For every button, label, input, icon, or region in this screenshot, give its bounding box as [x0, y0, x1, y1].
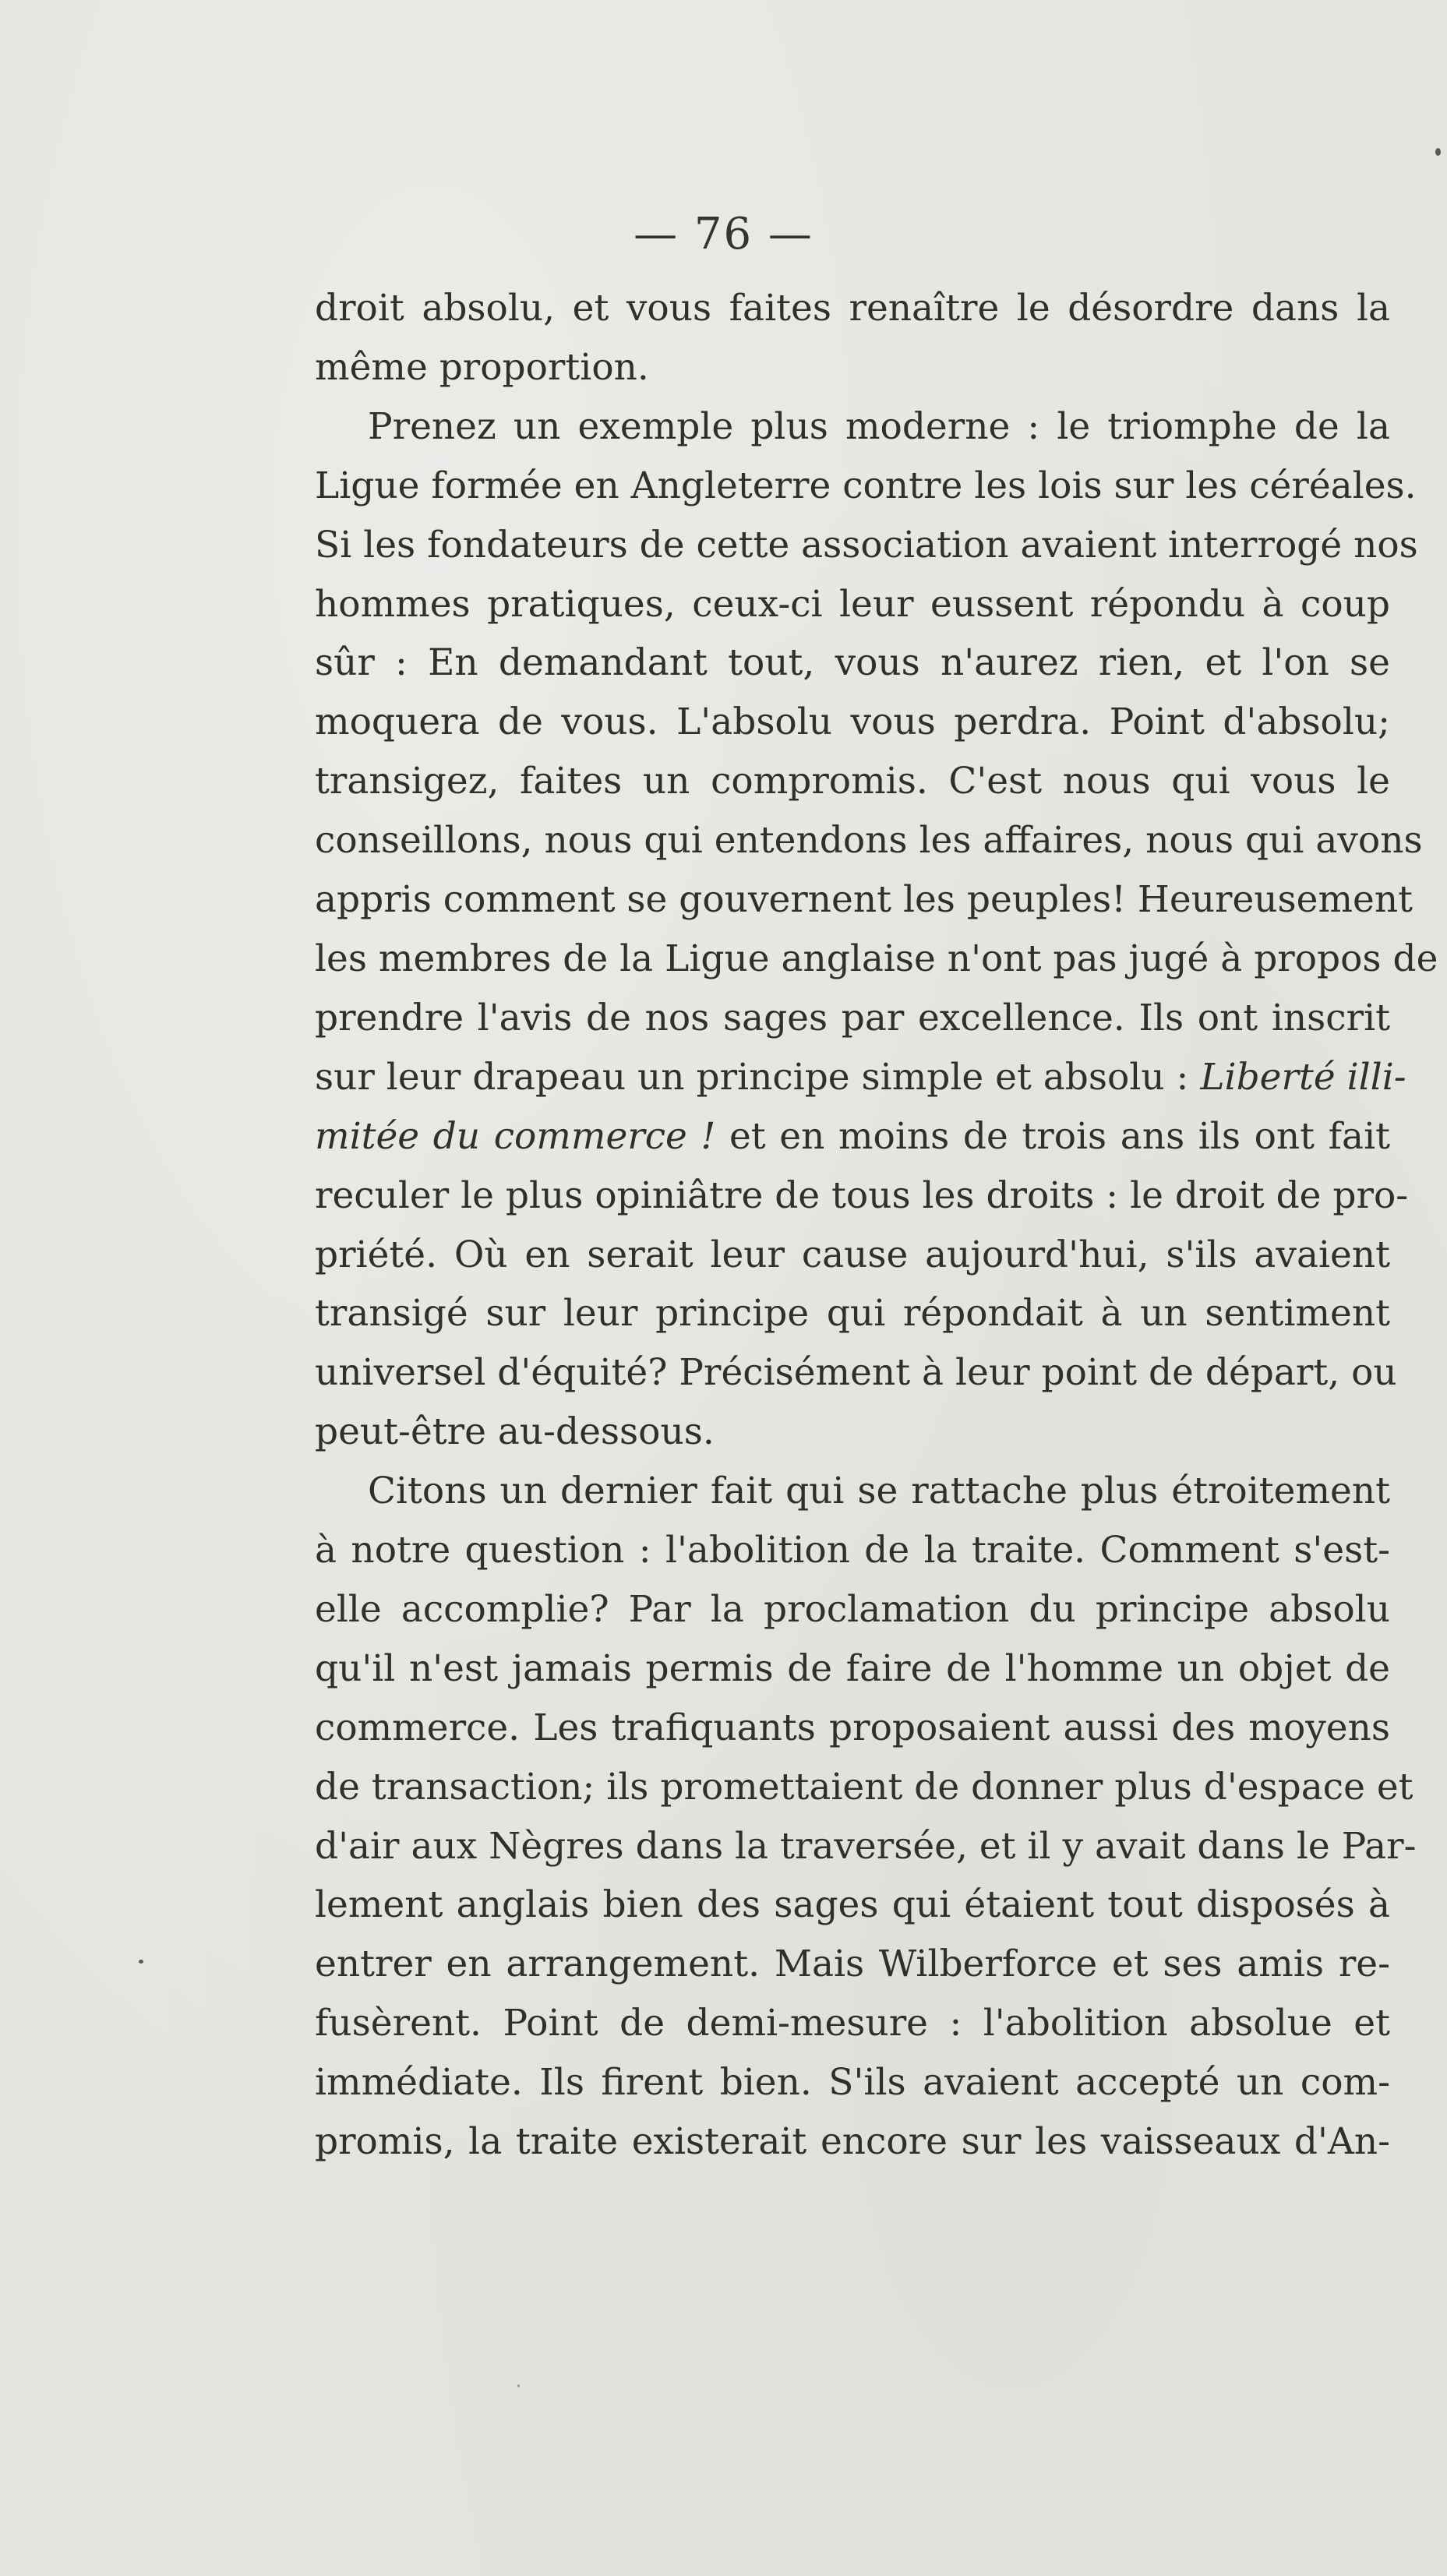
line-text: de transaction; ils promettaient de donner plus d'espace et [315, 1765, 1413, 1808]
line-text: lement anglais bien des sages qui étaient tout disposés à [315, 1883, 1390, 1927]
text-line [315, 338, 1390, 397]
text-line [315, 279, 1390, 338]
text-line [315, 2112, 1390, 2172]
paragraph [315, 397, 1438, 1462]
line-text: et en moins de trois ans ils ont fait [715, 1114, 1390, 1158]
text-line [315, 1107, 1390, 1166]
line-text: appris comment se gouvernent les peuples! Heureusement [315, 878, 1413, 922]
line-text: les membres de la Ligue anglaise n'ont pas jugé à propos de [315, 937, 1438, 980]
line-text: commerce. Les trafiquants proposaient aussi des moyens [315, 1706, 1390, 1749]
text-line [315, 1343, 1397, 1403]
line-text: même proportion. [315, 345, 649, 389]
line-text: moquera de vous. L'absolu vous perdra. Point d'absolu; [315, 700, 1390, 744]
line-text: sûr : En demandant tout, vous n'aurez rien, et l'on se [315, 641, 1390, 685]
line-text: peut-être au-dessous. [315, 1410, 715, 1454]
text-line [315, 1403, 1390, 1462]
line-text: sur leur drapeau un principe simple et absolu : [315, 1055, 1201, 1099]
text-line [315, 633, 1390, 693]
text-line [315, 870, 1413, 930]
text-line [315, 575, 1390, 634]
paragraph [315, 1462, 1417, 2172]
line-text: d'air aux Nègres dans la traversée, et il y avait dans le Par- [315, 1824, 1417, 1868]
line-text: transigé sur leur principe qui répondait à un sentiment [315, 1292, 1390, 1336]
paper-speck [1435, 148, 1441, 156]
paragraph [315, 279, 1390, 397]
line-text: conseillons, nous qui entendons les affaires, nous qui avons [315, 819, 1423, 863]
text-line [315, 397, 1390, 457]
italic-text: mitée du commerce ! [315, 1114, 716, 1158]
text-line [315, 1284, 1390, 1343]
text-line [315, 1699, 1390, 1758]
line-text: immédiate. Ils firent bien. S'ils avaient accepté un com- [315, 2061, 1390, 2105]
paper-speck [139, 1960, 143, 1964]
text-line [315, 693, 1390, 752]
line-text: reculer le plus opiniâtre de tous les droits : le droit de pro- [315, 1173, 1409, 1217]
text-line [315, 1935, 1390, 1994]
italic-text: Liberté illi- [1200, 1055, 1406, 1099]
text-line [315, 2053, 1390, 2112]
line-text: universel d'équité? Précisément à leur point de départ, ou [315, 1351, 1397, 1395]
page-number: — 76 — [634, 209, 813, 259]
text-line [315, 1462, 1390, 1521]
text-line [315, 457, 1417, 516]
text-line [315, 811, 1423, 870]
line-text: promis, la traite existerait encore sur les vaisseaux d'An- [315, 2120, 1390, 2164]
line-text: fusèrent. Point de demi-mesure : l'abolition absolue et [315, 2002, 1390, 2045]
text-line [315, 1758, 1413, 1817]
text-line [315, 516, 1418, 575]
line-text: elle accomplie? Par la proclamation du principe absolu [315, 1587, 1390, 1631]
line-text: hommes pratiques, ceux-ci leur eussent répondu à coup [315, 582, 1390, 626]
line-text: entrer en arrangement. Mais Wilberforce et ses amis re- [315, 1943, 1390, 1986]
paper-speck [517, 2384, 520, 2387]
line-text: qu'il n'est jamais permis de faire de l'homme un objet de [315, 1646, 1390, 1690]
text-line [315, 752, 1390, 811]
text-line [315, 1580, 1390, 1639]
text-line [315, 1166, 1409, 1226]
line-text: prendre l'avis de nos sages par excellence. Ils ont inscrit [315, 996, 1390, 1039]
text-line [315, 1048, 1406, 1107]
line-text: transigez, faites un compromis. C'est nous qui vous le [315, 760, 1390, 803]
line-text: à notre question : l'abolition de la traite. Comment s'est- [315, 1529, 1390, 1572]
line-text: Prenez un exemple plus moderne : le triomphe de la [368, 404, 1390, 448]
text-line [315, 1639, 1390, 1699]
body-text [315, 279, 1438, 2172]
text-line [315, 1994, 1390, 2053]
line-text: Si les fondateurs de cette association avaient interrogé nos [315, 523, 1418, 566]
line-text: Citons un dernier fait qui se rattache plus étroitement [368, 1470, 1390, 1513]
line-text: droit absolu, et vous faites renaître le désordre dans la [315, 287, 1390, 330]
line-text: priété. Où en serait leur cause aujourd'hui, s'ils avaient [315, 1233, 1390, 1276]
text-line [315, 930, 1438, 989]
text-line [315, 1817, 1417, 1876]
text-line [315, 1521, 1390, 1580]
text-line [315, 1226, 1390, 1285]
text-line [315, 1876, 1390, 1935]
line-text: Ligue formée en Angleterre contre les lois sur les céréales. [315, 464, 1417, 507]
text-line [315, 989, 1390, 1048]
